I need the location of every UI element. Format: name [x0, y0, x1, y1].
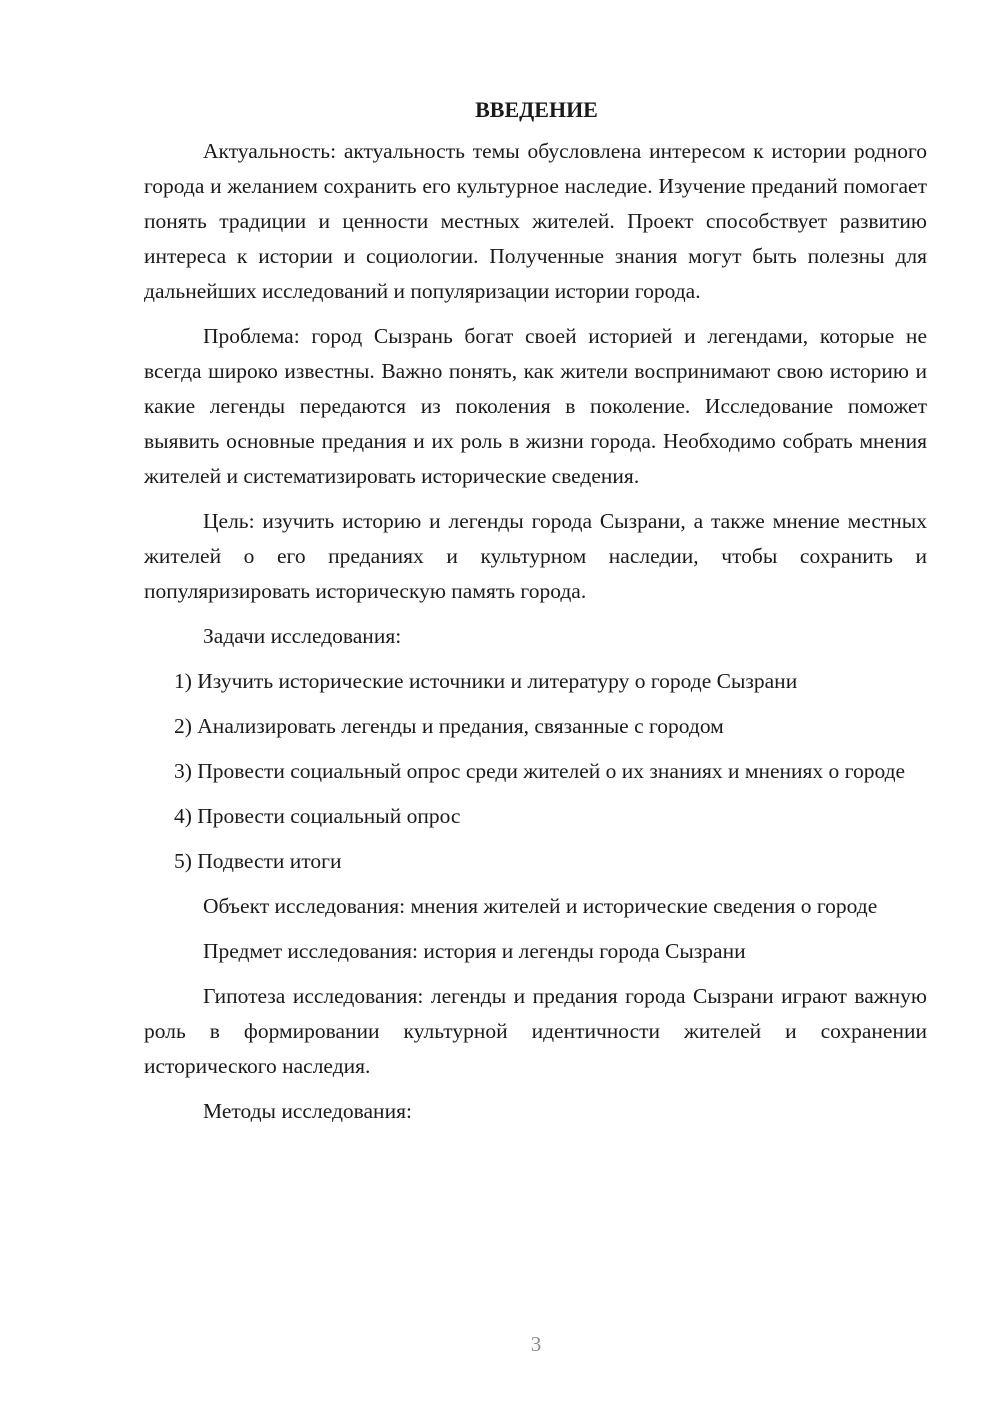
- paragraph-goal: Цель: изучить историю и легенды города Сызрани, а также мнение местных жителей о его преданиях и культурном наследии, чтобы сохранить и популяризировать историческую память города.: [144, 509, 927, 603]
- paragraph-subject: Предмет исследования: история и легенды города Сызрани: [203, 939, 746, 963]
- task-item-3: 3) Провести социальный опрос среди жителей о их знаниях и мнениях о городе: [174, 759, 906, 783]
- task-item-4: 4) Провести социальный опрос: [174, 804, 461, 828]
- document-page: [144, 92, 927, 1139]
- paragraph-problem: Проблема: город Сызрань богат своей историей и легендами, которые не всегда широко известны. Важно понять, как жители воспринимают свою историю и какие легенды передаются из поколения в поколение. Исследование поможет выявить основные предания и их роль в жизни города. Необходимо собрать мнения жителей и систематизировать исторические сведения.: [144, 324, 927, 488]
- paragraph-object: Объект исследования: мнения жителей и исторические сведения о городе: [203, 894, 878, 918]
- methods-heading: Методы исследования:: [203, 1099, 412, 1123]
- document-title: ВВЕДЕНИЕ: [475, 97, 598, 122]
- task-item-5: 5) Подвести итоги: [174, 849, 342, 873]
- page-number: 3: [530, 1332, 542, 1356]
- paragraph-hypothesis: Гипотеза исследования: легенды и предания города Сызрани играют важную роль в формировании культурной идентичности жителей и сохранении исторического наследия.: [144, 984, 927, 1078]
- paragraph-relevance: Актуальность: актуальность темы обусловлена интересом к истории родного города и желанием сохранить его культурное наследие. Изучение преданий помогает понять традиции и ценности местных жителей. Проект способствует развитию интереса к истории и социологии. Полученные знания могут быть полезны для дальнейших исследований и популяризации истории города.: [144, 139, 927, 303]
- tasks-list: [144, 664, 927, 879]
- task-item-2: 2) Анализировать легенды и предания, связанные с городом: [174, 714, 724, 738]
- tasks-heading: Задачи исследования:: [203, 624, 402, 648]
- task-item-1: 1) Изучить исторические источники и литературу о городе Сызрани: [174, 669, 798, 693]
